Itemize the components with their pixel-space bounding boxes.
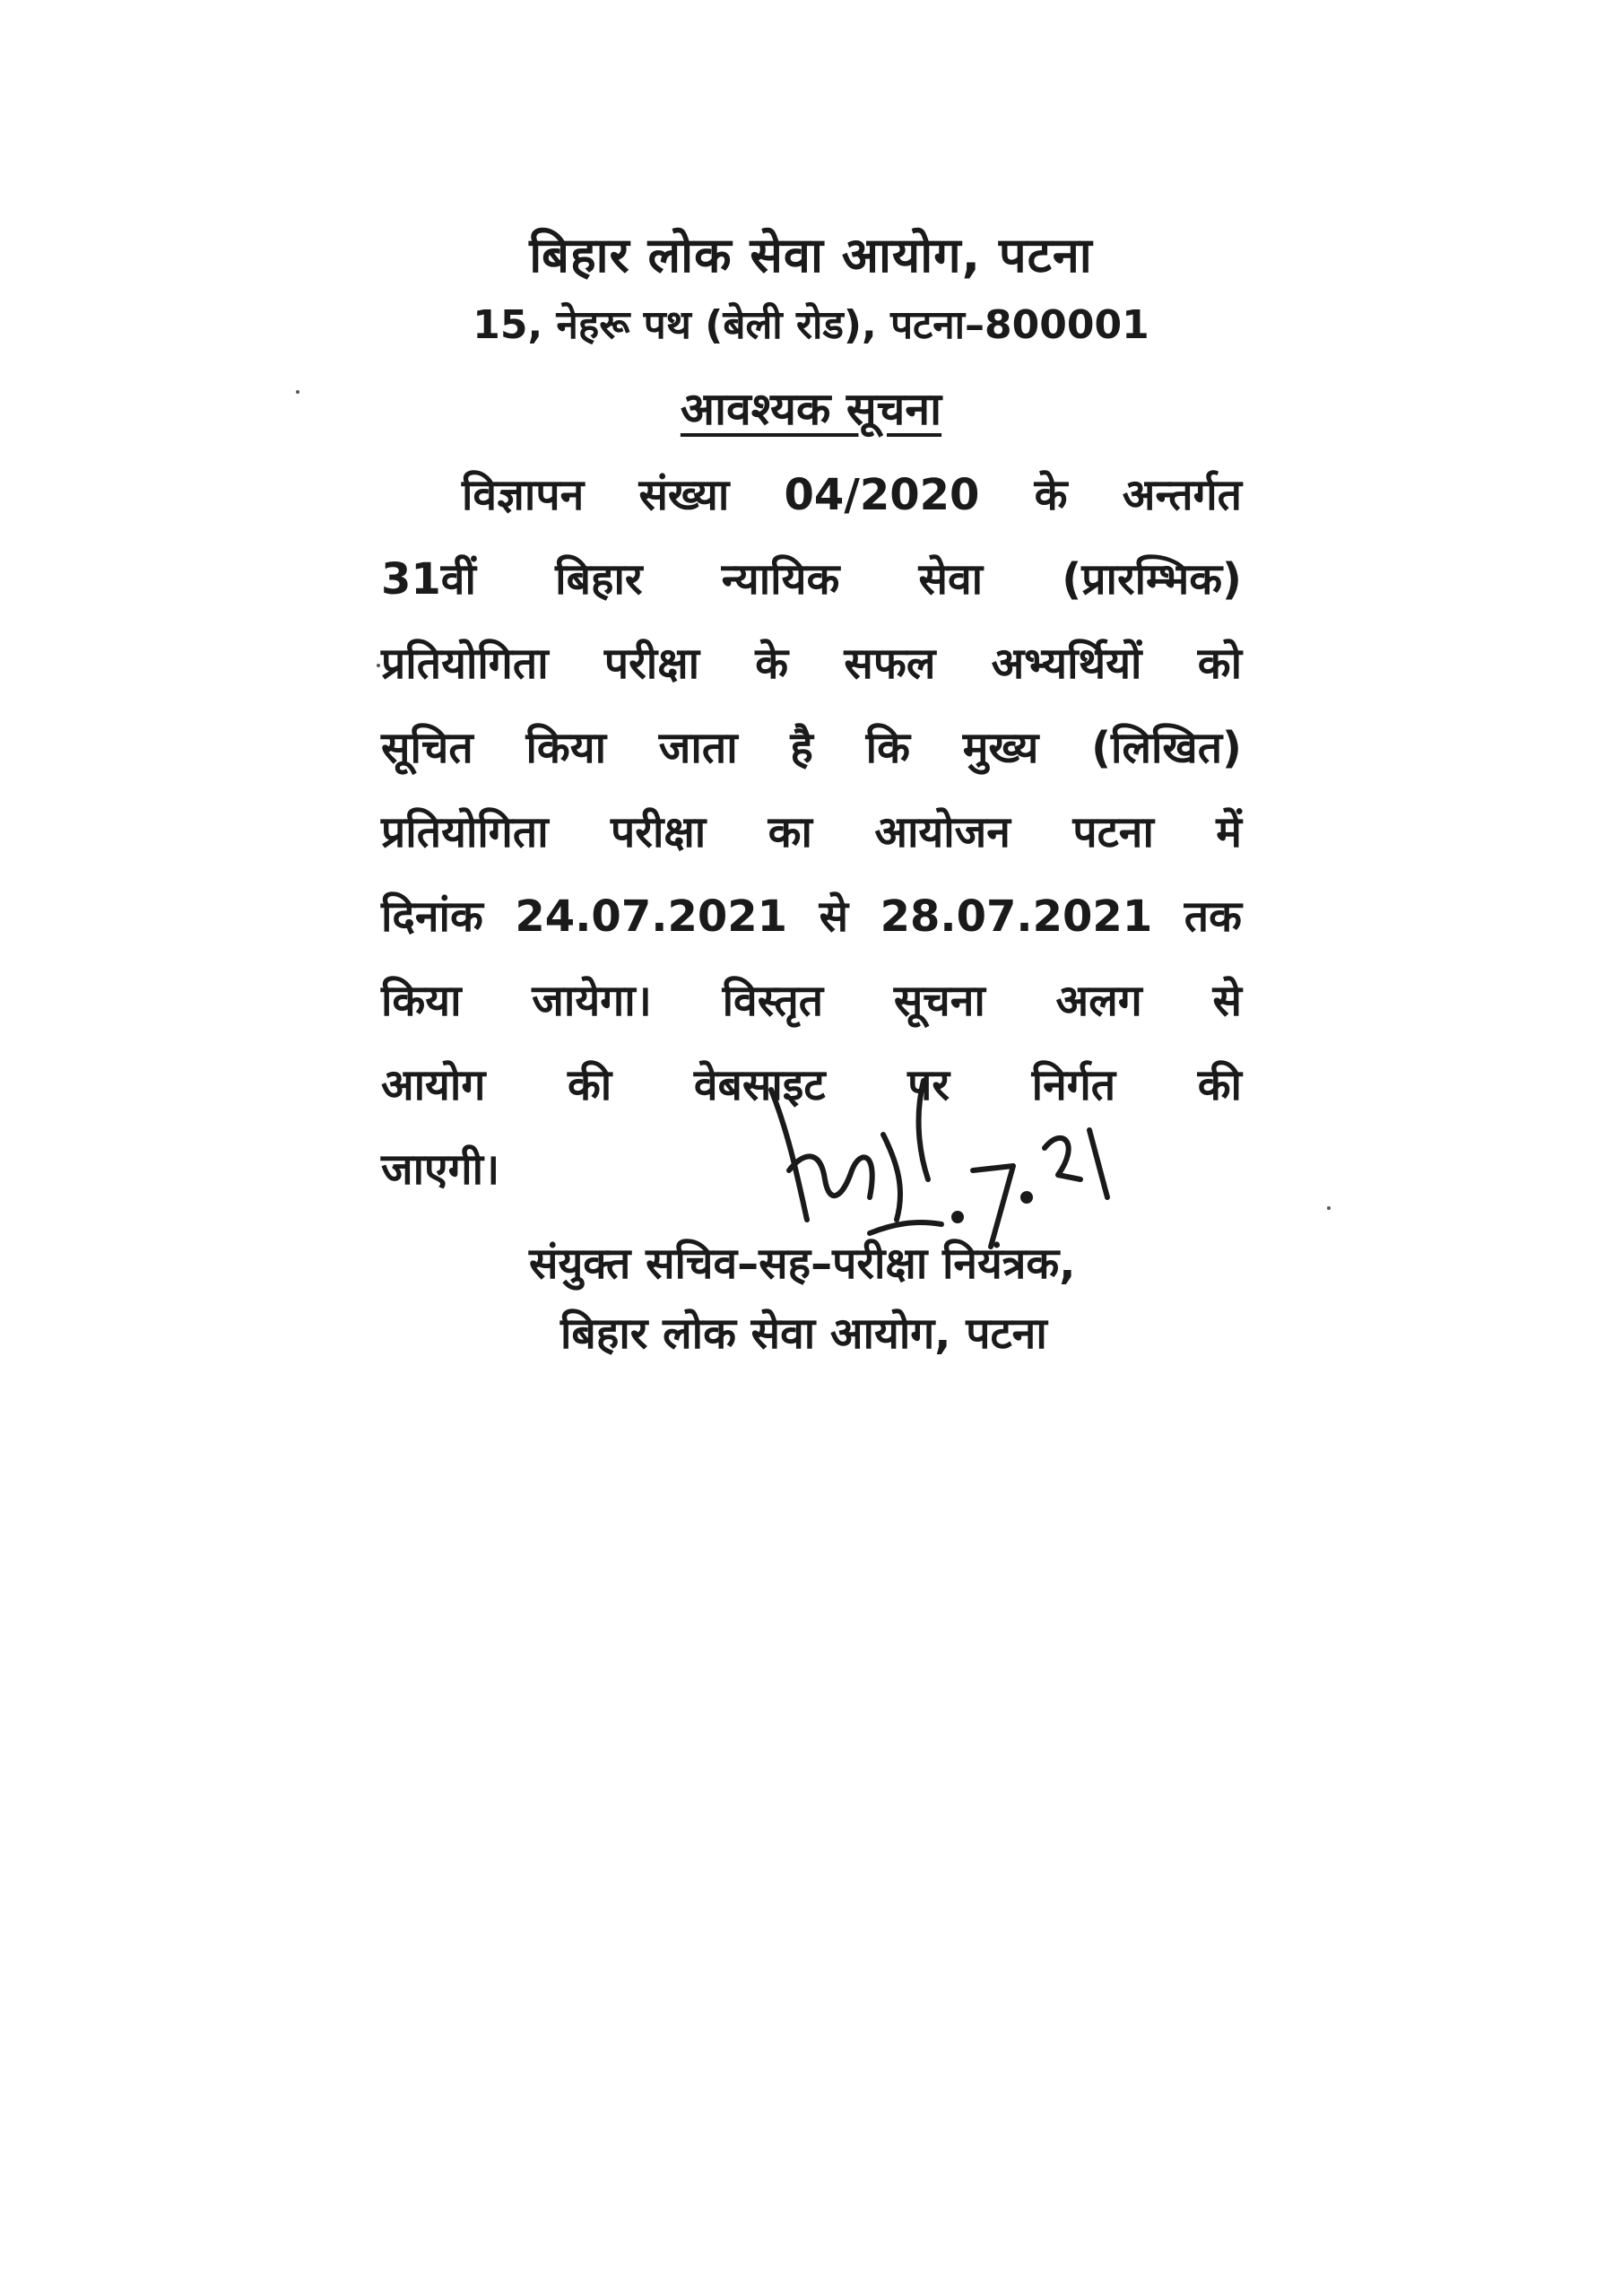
notice-line: विज्ञापन संख्या 04/2020 के अन्तर्गत (462, 470, 1242, 520)
scan-speck (296, 390, 299, 394)
notice-title-text: आवश्यक सूचना (680, 383, 942, 435)
signatory-designation: संयुक्त सचिव–सह–परीक्षा नियंत्रक, (529, 1239, 1076, 1289)
notice-line: आयोग की वेबसाइट पर निर्गत की (381, 1060, 1242, 1110)
notice-line: प्रतियोगिता परीक्षा का आयोजन पटना में (381, 807, 1242, 857)
organization-title: बिहार लोक सेवा आयोग, पटना (529, 227, 1093, 283)
signatory-organization: बिहार लोक सेवा आयोग, पटना (560, 1309, 1047, 1359)
notice-line: प्रतियोगिता परीक्षा के सफल अभ्यर्थियों को (381, 639, 1242, 689)
scan-speck (1327, 1206, 1331, 1210)
notice-line: 31वीं बिहार न्यायिक सेवा (प्रारम्भिक) (381, 554, 1242, 604)
organization-address: 15, नेहरू पथ (बेली रोड), पटना–800001 (473, 302, 1149, 348)
notice-line: किया जायेगा। विस्तृत सूचना अलग से (381, 976, 1242, 1026)
notice-line: दिनांक 24.07.2021 से 28.07.2021 तक (381, 891, 1242, 942)
notice-title (0, 377, 1622, 438)
notice-line: सूचित किया जाता है कि मुख्य (लिखित) (381, 723, 1242, 773)
notice-line: जाएगी। (381, 1144, 500, 1195)
scan-speck (377, 664, 380, 667)
